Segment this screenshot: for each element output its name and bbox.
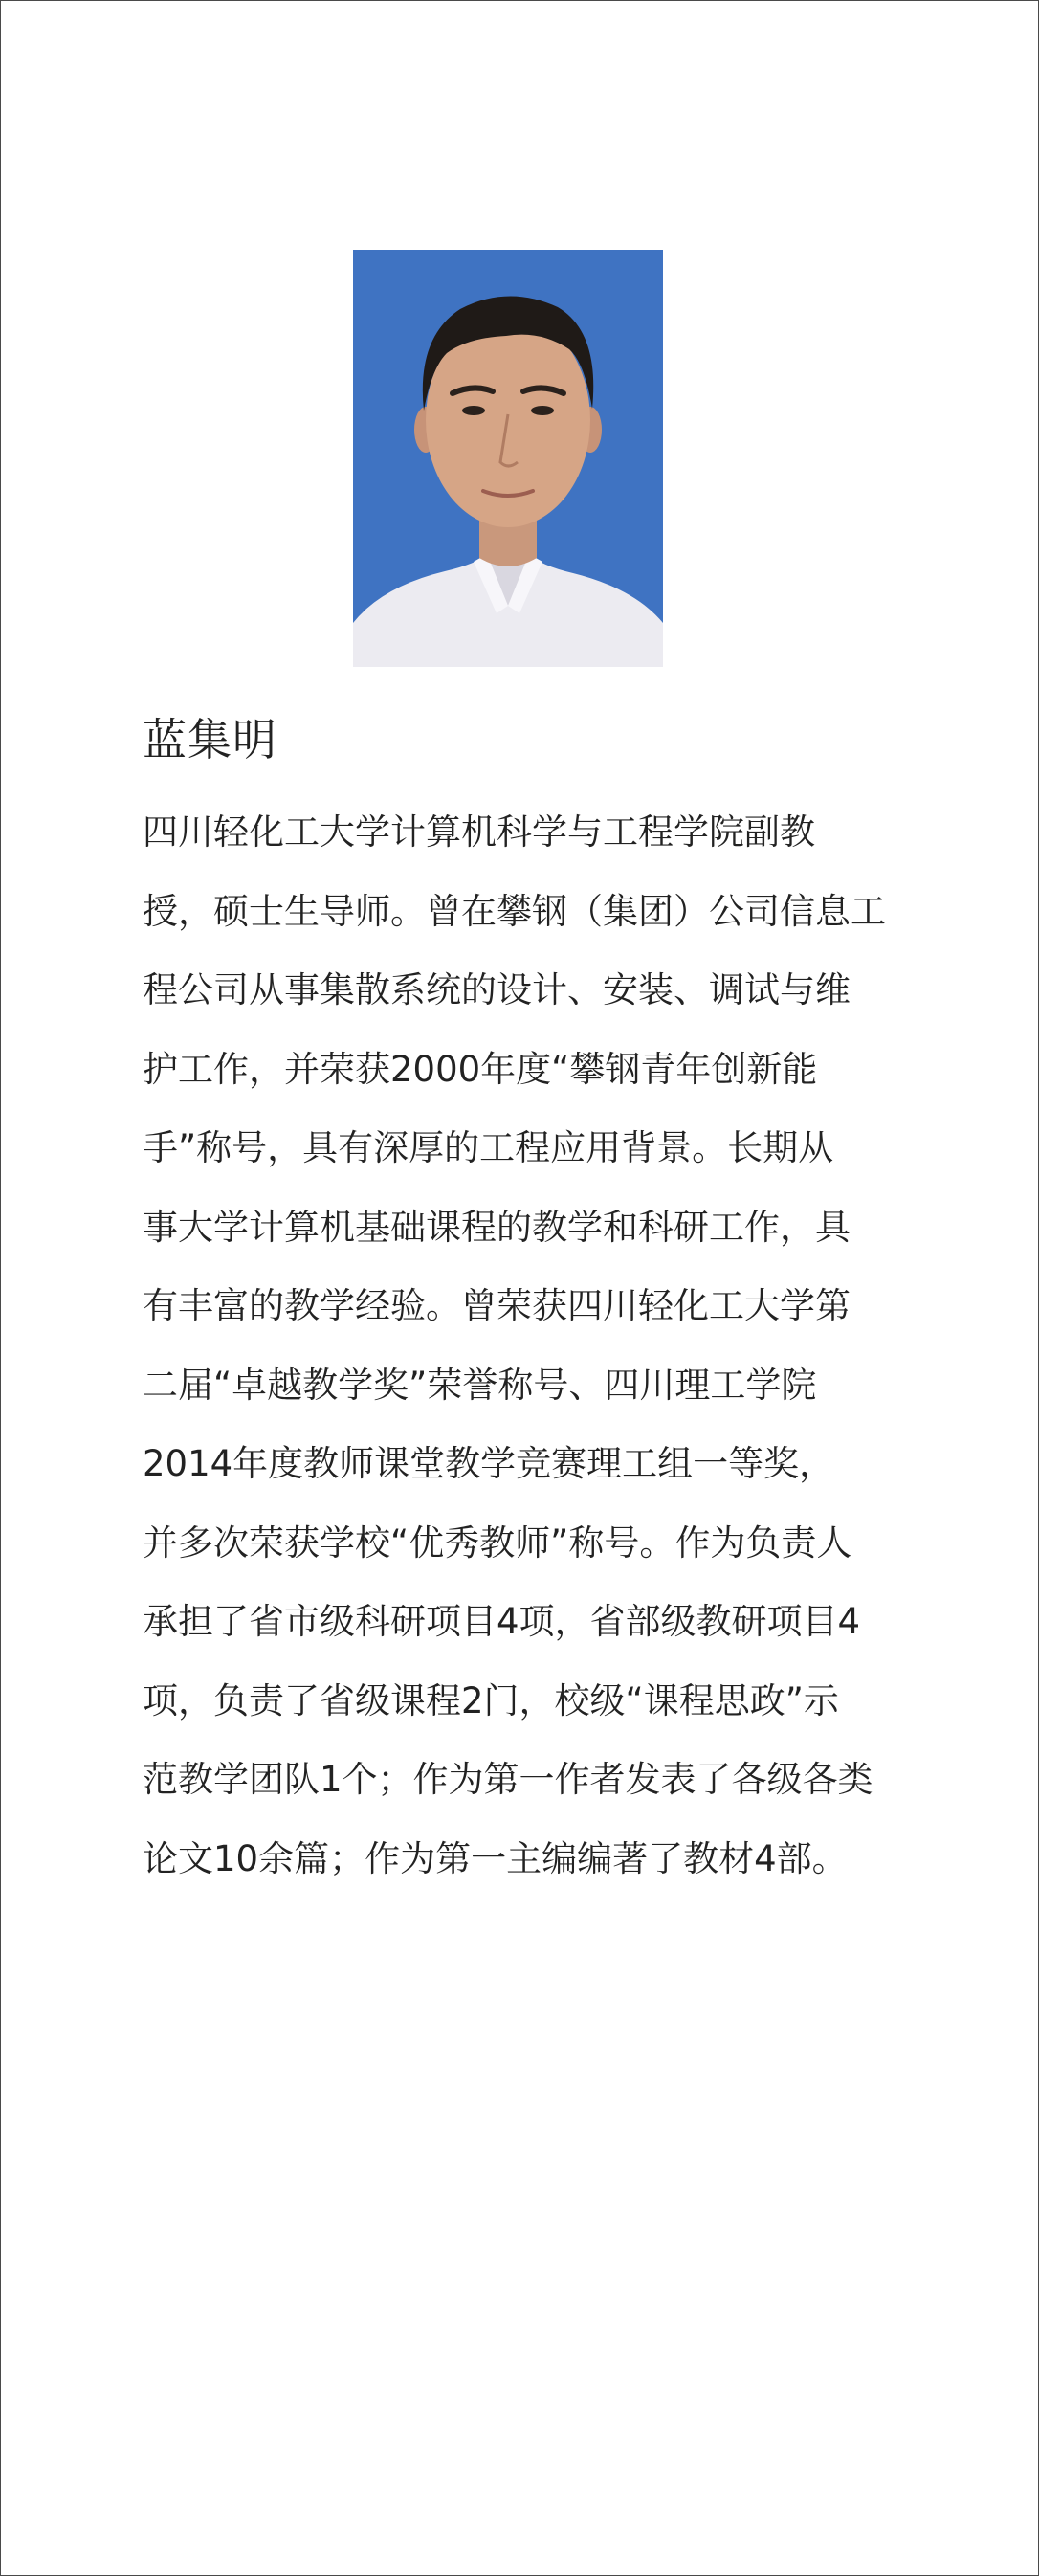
bio-line: 范教学团队1个；作为第一作者发表了各级各类: [143, 1759, 873, 1800]
bio-line: 有丰富的教学经验。曾荣获四川轻化工大学第: [143, 1285, 851, 1326]
author-biography: [143, 793, 908, 1899]
bio-line: 论文10余篇；作为第一主编编著了教材4部。: [143, 1837, 848, 1879]
bio-line: 事大学计算机基础课程的教学和科研工作，具: [143, 1206, 851, 1248]
author-name: 蓝集明: [143, 714, 277, 766]
bio-line: 护工作，并荣获2000年度“攀钢青年创新能: [143, 1048, 818, 1090]
author-portrait-photo: [353, 250, 663, 667]
bio-line: 程公司从事集散系统的设计、安装、调试与维: [143, 969, 851, 1010]
bio-line: 2014年度教师课堂教学竞赛理工组一等奖，: [143, 1443, 835, 1484]
bio-line: 手”称号，具有深厚的工程应用背景。长期从: [143, 1127, 834, 1168]
bio-line: 并多次荣获学校“优秀教师”称号。作为负责人: [143, 1521, 852, 1564]
bio-line: 四川轻化工大学计算机科学与工程学院副教: [143, 811, 815, 853]
bio-line: 项，负责了省级课程2门，校级“课程思政”示: [143, 1679, 839, 1721]
bio-line: 授，硕士生导师。曾在攀钢（集团）公司信息工: [143, 890, 886, 932]
bio-line: 承担了省市级科研项目4项，省部级教研项目4: [143, 1601, 861, 1642]
bio-line: 二届“卓越教学奖”荣誉称号、四川理工学院: [143, 1364, 817, 1406]
